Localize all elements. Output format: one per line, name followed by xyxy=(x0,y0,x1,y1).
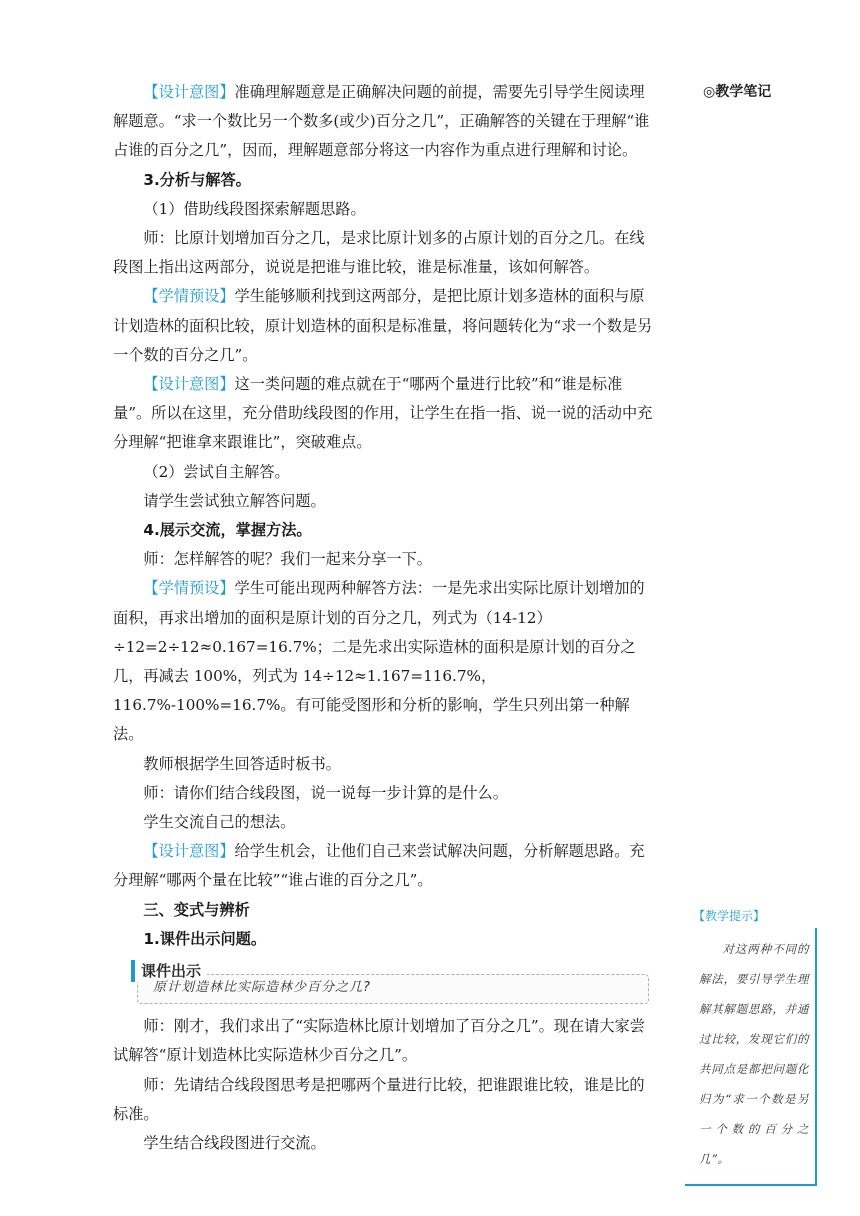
paragraph: 师：刚才，我们求出了“实际造林比原计划增加了百分之几”。现在请大家尝试解答“原计划造林比实际造林少百分之几”。 xyxy=(113,1017,645,1065)
step-heading: 4.展示交流，掌握方法。 xyxy=(143,521,312,540)
courseware-label: 课件出示 xyxy=(131,960,207,982)
teaching-tip-text: 对这两种不同的解法，要引导学生理解其解题思路，并通过比较，发现它们的共同点是都把问题化归为“求一个数是另一个数的百分之几”。 xyxy=(699,942,809,1166)
design-intent-tag: 【设计意图】 xyxy=(143,83,235,101)
teaching-notes-title: ◎教学笔记 xyxy=(703,84,772,100)
paragraph-text: 学生能够顺利找到这两部分，是把比原计划多造林的面积与原计划造林的面积比较，原计划造林的面积是标准量，将问题转化为“求一个数是另一个数的百分之几”。 xyxy=(113,287,653,364)
step-heading: 3.分析与解答。 xyxy=(143,170,251,189)
sub-step: （1）借助线段图探索解题思路。 xyxy=(143,199,366,218)
paragraph: 请学生尝试独立解答问题。 xyxy=(143,491,326,510)
paragraph: 学生交流自己的想法。 xyxy=(143,813,296,832)
paragraph xyxy=(113,282,659,370)
sub-step: （2）尝试自主解答。 xyxy=(143,462,290,481)
paragraph xyxy=(113,370,659,458)
paragraph: 师：先请结合线段图思考是把哪两个量进行比较，把谁跟谁比较，谁是比的标准。 xyxy=(113,1075,645,1123)
student-preset-tag: 【学情预设】 xyxy=(143,287,235,306)
paragraph: 师：怎样解答的呢？我们一起来分享一下。 xyxy=(143,550,432,569)
paragraph: 教师根据学生回答适时板书。 xyxy=(143,754,341,773)
step-heading: 1.课件出示问题。 xyxy=(143,929,267,948)
courseware-question: 原计划造林比实际造林少百分之几? xyxy=(153,980,371,996)
paragraph xyxy=(113,837,659,895)
paragraph-text: 准确理解题意是正确解决问题的前提，需要先引导学生阅读理解题意。“求一个数比另一个数多(或少)百分之几”，正确解答的关键在于理解“谁占谁的百分之几”，因而，理解题意部分将这一内容作为重点进行理解和讨论。 xyxy=(113,83,650,160)
student-preset-tag: 【学情预设】 xyxy=(143,579,235,598)
paragraph xyxy=(113,78,659,166)
teaching-tip xyxy=(685,904,817,1186)
paragraph: 师：比原计划增加百分之几，是求比原计划多的占原计划的百分之几。在线段图上指出这两部分，说说是把谁与谁比较，谁是标准量，该如何解答。 xyxy=(113,229,645,277)
paragraph xyxy=(113,574,659,749)
paragraph: 师：请你们结合线段图，说一说每一步计算的是什么。 xyxy=(143,783,508,802)
teaching-tip-title: 【教学提示】 xyxy=(693,909,766,923)
design-intent-tag: 【设计意图】 xyxy=(143,842,235,861)
paragraph-text: 给学生机会，让他们自己来尝试解决问题，分析解题思路。充分理解“哪两个量在比较”“谁占谁的百分之几”。 xyxy=(113,842,645,890)
courseware-box xyxy=(131,960,657,1004)
paragraph: 学生结合线段图进行交流。 xyxy=(143,1133,326,1152)
paragraph-text: 学生可能出现两种解答方法：一是先求出实际比原计划增加的面积，再求出增加的面积是原计划的百分之几，列式为（14-12）÷12=2÷12≈0.167=16.7%；二是先求出实际造林的面积是原计划的百分之几，再减去 100%，列式为 14÷12≈1.167=116.7%，116.7%-100%=16.7%。有可能受图形和分析的影响，学生只列出第一种解法。 xyxy=(113,579,645,744)
main-content xyxy=(113,78,659,1158)
section-heading: 三、变式与辨析 xyxy=(143,900,250,919)
design-intent-tag: 【设计意图】 xyxy=(143,375,235,394)
paragraph-text: 这一类问题的难点就在于“哪两个量进行比较”和“谁是标准量”。所以在这里，充分借助线段图的作用，让学生在指一指、说一说的活动中充分理解“把谁拿来跟谁比”，突破难点。 xyxy=(113,375,653,452)
teaching-tip-box xyxy=(685,928,817,1186)
